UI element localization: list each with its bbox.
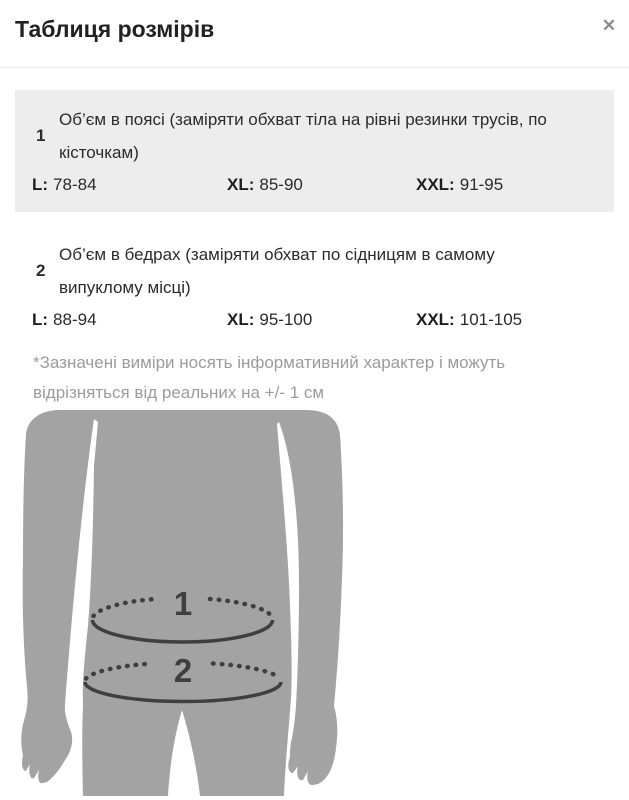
size-item-waist <box>15 90 614 212</box>
item-description-line2: випуклому місці) <box>59 278 191 297</box>
item-number: 1 <box>36 126 46 145</box>
page-title: Таблиця розмірів <box>15 16 215 42</box>
close-icon[interactable]: ✕ <box>594 11 624 41</box>
size-label: L: <box>32 175 49 194</box>
body-measurement-figure <box>20 408 345 796</box>
size-value: 95-100 <box>259 310 313 329</box>
hips-label: 2 <box>173 652 193 689</box>
measurement-note-line2: відрізняться від реальних на +/- 1 см <box>33 383 325 402</box>
measurement-note <box>33 348 614 408</box>
measurement-note-line1: *Зазначені виміри носять інформативний характер і можуть <box>33 353 506 372</box>
size-cell-xl <box>227 308 416 332</box>
size-label: XXL: <box>416 310 455 329</box>
item-description <box>59 103 547 169</box>
item-description <box>59 238 495 304</box>
item-description-line2: кісточкам) <box>59 143 139 162</box>
size-cell-l <box>32 308 227 332</box>
size-label: L: <box>32 310 49 329</box>
sizes-row <box>32 308 614 332</box>
size-cell-xxl <box>416 173 503 197</box>
size-label: XL: <box>227 310 255 329</box>
waist-label: 1 <box>173 585 193 622</box>
item-description-line1: Об’єм в бедрах (заміряти обхват по сідницям в самому <box>59 245 495 264</box>
size-value: 88-94 <box>53 310 97 329</box>
size-cell-xl <box>227 173 416 197</box>
size-cell-l <box>32 173 227 197</box>
size-label: XXL: <box>416 175 455 194</box>
modal-content <box>0 90 629 796</box>
item-description-row <box>15 238 614 304</box>
item-number: 2 <box>36 261 46 280</box>
size-value: 91-95 <box>459 175 504 194</box>
sizes-row <box>32 173 614 197</box>
size-label: XL: <box>227 175 255 194</box>
item-description-line1: Об’єм в поясі (заміряти обхват тіла на рівні резинки трусів, по <box>59 110 547 129</box>
item-description-row <box>15 103 614 169</box>
size-value: 78-84 <box>53 175 97 194</box>
size-item-hips <box>15 238 614 332</box>
size-cell-xxl <box>416 308 522 332</box>
modal-header <box>0 0 629 68</box>
size-value: 101-105 <box>459 310 523 329</box>
size-value: 85-90 <box>259 175 303 194</box>
